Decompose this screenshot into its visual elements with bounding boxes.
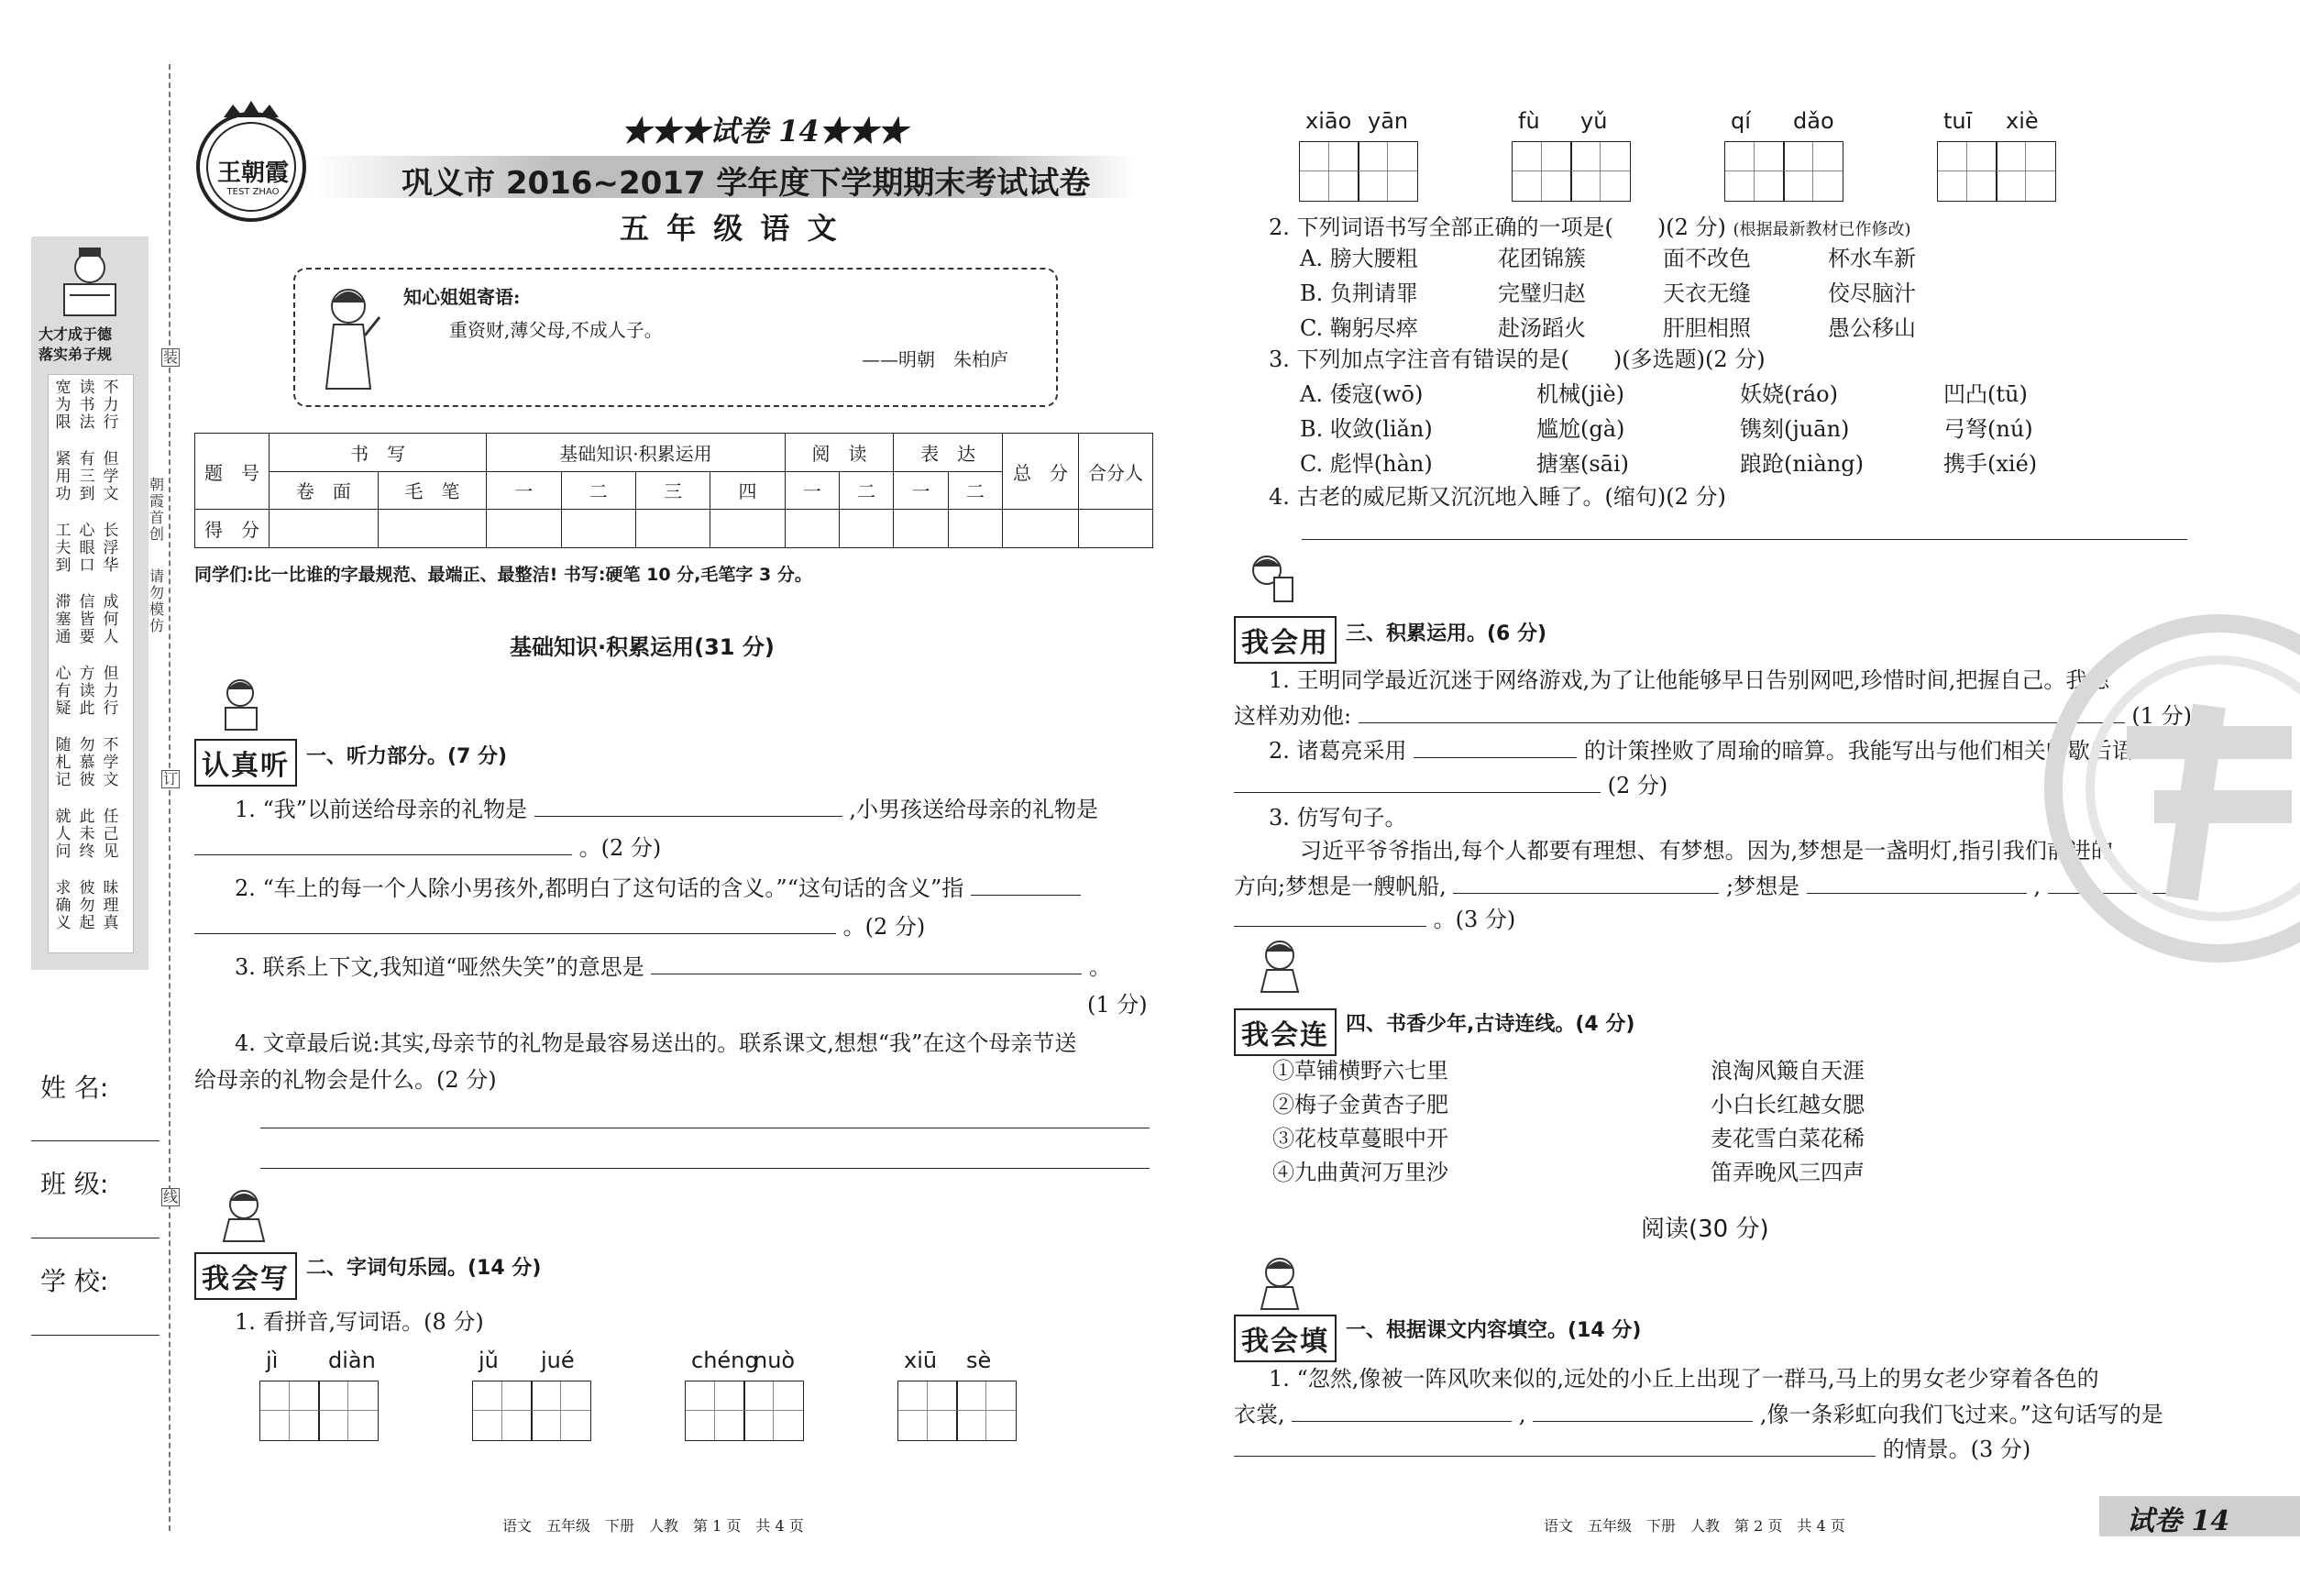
option-item: 杯水车新 <box>1828 246 1916 271</box>
quote-author: ——明朝 朱柏庐 <box>862 348 1008 370</box>
dizigui-phrase: 滞塞通 <box>55 593 72 646</box>
fill-q1: 1. “忽然,像被一阵风吹来似的,远处的小丘上出现了一群马,马上的男女老少穿着各色的 <box>1269 1366 2099 1392</box>
th-checker: 合分人 <box>1079 434 1153 510</box>
score-cell[interactable] <box>378 510 487 548</box>
row1-word-grid <box>260 1381 379 1441</box>
use-q1-text: 这样劝劝他: <box>1234 703 1352 729</box>
dizigui-phrase: 不力行 <box>103 379 119 432</box>
poem-left-line[interactable]: ②梅子金黄杏子肥 <box>1272 1092 1448 1117</box>
row2-pinyin: qí <box>1731 108 1751 134</box>
th-reading: 阅 读 <box>785 434 894 472</box>
use-heading: 三、积累运用。(6 分) <box>1346 622 1547 645</box>
class-label: 班 级: <box>40 1169 109 1199</box>
use-q2-cont <box>1234 768 1667 802</box>
use-q3-line1: 习近平爷爷指出,每个人都要有理想、有梦想。因为,梦想是一盏明灯,指引我们前进的 <box>1300 838 2113 864</box>
motto-line-2: 落实弟子规 <box>39 346 113 363</box>
row2-pinyin: xiāo <box>1305 108 1352 134</box>
score-cell[interactable] <box>948 510 1002 548</box>
tianzi-cell[interactable] <box>1783 141 1843 202</box>
row1-pinyin: chéng <box>691 1348 759 1373</box>
fill-heading: 一、根据课文内容填空。(14 分) <box>1346 1319 1642 1342</box>
tianzi-cell[interactable] <box>472 1381 533 1441</box>
row1-pinyin: jì <box>266 1348 279 1373</box>
name-field[interactable] <box>31 1140 160 1141</box>
connect-heading: 四、书香少年,古诗连线。(4 分) <box>1346 1013 1635 1036</box>
option-item: C. 鞠躬尽瘁 <box>1300 315 1418 341</box>
option-item: A. 膀大腰粗 <box>1300 246 1418 271</box>
side-note-1: 朝霞首创 <box>149 476 164 543</box>
listen-q1-blank-1[interactable] <box>534 792 842 817</box>
tianzi-cell[interactable] <box>1570 141 1631 202</box>
row1-word-grid <box>686 1381 804 1441</box>
option-item: 愚公移山 <box>1828 315 1916 341</box>
option-item: 肝胆相照 <box>1663 315 1751 341</box>
score-cell[interactable] <box>1003 510 1079 548</box>
poem-right-line[interactable]: 麦花雪白菜花稀 <box>1711 1126 1865 1151</box>
use-q1-blank[interactable] <box>1359 699 2125 723</box>
tianzi-cell[interactable] <box>318 1381 379 1441</box>
seal-watermark <box>2017 605 2300 972</box>
listen-q3-blank[interactable] <box>651 950 1082 974</box>
use-q3-score: 。(3 分) <box>1433 907 1516 932</box>
write-q1: 1. 看拼音,写词语。(8 分) <box>235 1309 484 1335</box>
fill-q1-blank-1[interactable] <box>1292 1397 1512 1422</box>
write-q3: 3. 下列加点字注音有错误的是( )(多选题)(2 分) <box>1269 347 1766 372</box>
dizigui-phrase: 随札记 <box>55 736 72 789</box>
score-cell[interactable] <box>635 510 710 548</box>
listen-heading: 一、听力部分。(7 分) <box>306 745 508 768</box>
logo-sub: TEST ZHAO <box>226 187 280 197</box>
write-q4-line[interactable] <box>1302 539 2187 540</box>
fill-badge: 我会填 <box>1234 1315 1337 1362</box>
score-cell[interactable] <box>1079 510 1153 548</box>
row1-pinyin: nuò <box>754 1348 796 1373</box>
binding-line <box>169 64 171 1531</box>
write-q2-note: (根据最新教材已作修改) <box>1733 220 1911 239</box>
tianzi-cell[interactable] <box>685 1381 745 1441</box>
dizigui-phrase: 就人问 <box>55 808 72 861</box>
dizigui-phrase: 心眼口 <box>79 522 95 575</box>
listen-q3 <box>235 950 1111 984</box>
use-badge: 我会用 <box>1234 616 1337 664</box>
dizigui-phrase: 但学文 <box>103 450 119 503</box>
option-item: 镌刻(juān) <box>1740 416 1850 442</box>
dizigui-phrase: 求确义 <box>55 879 72 932</box>
row2-pinyin: tuī <box>1943 108 1973 134</box>
use-q3-blank-1[interactable] <box>1453 869 1719 894</box>
poem-right-line[interactable]: 小白长红越女腮 <box>1711 1092 1865 1117</box>
footer-right: 语文 五年级 下册 人教 第 2 页 共 4 页 <box>1544 1517 1845 1535</box>
tianzi-cell[interactable] <box>897 1381 958 1441</box>
poem-left-line[interactable]: ③花枝草蔓眼中开 <box>1272 1126 1448 1151</box>
girl-waving-icon <box>312 281 385 395</box>
option-item: 妖娆(ráo) <box>1740 381 1838 407</box>
fill-q1-score: 的情景。(3 分) <box>1882 1436 2031 1462</box>
dizigui-phrase: 昧理真 <box>103 879 119 932</box>
option-item: 天衣无缝 <box>1663 281 1751 306</box>
write-q2-text: 2. 下列词语书写全部正确的一项是( )(2 分) <box>1269 215 1726 240</box>
listen-q3-end: 。 <box>1088 954 1111 980</box>
poem-left-line[interactable]: ①草铺横野六七里 <box>1272 1058 1448 1084</box>
option-item: C. 彪悍(hàn) <box>1300 451 1433 477</box>
fill-q1-blank-3[interactable] <box>1234 1432 1876 1457</box>
listen-q2-blank-2[interactable] <box>194 909 836 934</box>
dizigui-phrase: 勿慕彼 <box>79 736 95 789</box>
option-item: 赴汤蹈火 <box>1498 315 1586 341</box>
instruction: 同学们:比一比谁的字最规范、最端正、最整洁! 书写:硬笔 10 分,毛笔字 3 分。 <box>194 565 812 585</box>
option-item: 携手(xié) <box>1943 451 2038 477</box>
use-q1-score: (1 分) <box>2131 703 2192 729</box>
score-cell[interactable] <box>561 510 635 548</box>
dizigui-phrase: 心有疑 <box>55 665 72 718</box>
corner-label: 试卷 14 <box>2127 1505 2230 1537</box>
fill-q1-text-2: ,像一条彩虹向我们飞过来。”这句话写的是 <box>1759 1402 2163 1427</box>
th-sub: 三 <box>635 471 710 510</box>
score-cell[interactable] <box>894 510 948 548</box>
listen-q4-cont: 给母亲的礼物会是什么。(2 分) <box>194 1067 497 1093</box>
fold-mark-3: 线 <box>162 1188 178 1205</box>
listen-q3-score: (1 分) <box>1087 992 1148 1018</box>
write-heading: 二、字词句乐园。(14 分) <box>306 1257 542 1280</box>
reading-kid-icon <box>1239 550 1298 609</box>
tianzi-cell[interactable] <box>1996 141 2056 202</box>
use-q2 <box>1269 733 2141 767</box>
listen-q1 <box>235 792 1098 826</box>
th-writing: 书 写 <box>270 434 487 472</box>
use-q1: 1. 王明同学最近沉迷于网络游戏,为了让他能够早日告别网吧,珍惜时间,把握自己。我想 <box>1269 667 2110 693</box>
use-q3-text-2: ;梦想是 <box>1726 874 1800 899</box>
quote-text: 重资财,薄父母,不成人子。 <box>449 319 663 341</box>
dizigui-phrase: 彼勿起 <box>79 879 95 932</box>
tianzi-cell[interactable] <box>1358 141 1418 202</box>
section-basic: 基础知识·积累运用(31 分) <box>510 634 775 660</box>
option-item: 凹凸(tū) <box>1943 381 2028 407</box>
student-reading-icon <box>57 240 123 323</box>
option-item: 搪塞(sāi) <box>1536 451 1630 477</box>
th-sub: 二 <box>561 471 635 510</box>
paper-number: ★★★试卷 14★★★ <box>622 114 908 149</box>
th-total: 总 分 <box>1003 434 1079 510</box>
option-item: 机械(jiè) <box>1536 381 1625 407</box>
poem-right-line[interactable]: 浪淘风簸自天涯 <box>1711 1058 1865 1084</box>
fill-q1-line3 <box>1234 1432 2030 1466</box>
score-cell[interactable] <box>270 510 379 548</box>
use-q2-score: (2 分) <box>1607 773 1668 798</box>
listen-q3-text: 3. 联系上下文,我知道“哑然失笑”的意思是 <box>235 954 644 980</box>
fill-q1-comma: , <box>1518 1402 1526 1427</box>
dizigui-phrase: 方读此 <box>79 665 95 718</box>
connect-badge: 我会连 <box>1234 1008 1337 1056</box>
dizigui-phrase: 有三到 <box>79 450 95 503</box>
fill-q1-blank-2[interactable] <box>1533 1397 1753 1422</box>
listen-q4-line-2[interactable] <box>260 1168 1150 1169</box>
dizigui-phrase: 此未终 <box>79 808 95 861</box>
row2-pinyin: yǔ <box>1580 108 1608 134</box>
listen-q2-blank-1[interactable] <box>971 871 1081 896</box>
tianzi-cell[interactable] <box>1512 141 1572 202</box>
poem-right-line[interactable]: 笛弄晚风三四声 <box>1711 1160 1865 1185</box>
dizigui-phrase: 成何人 <box>103 593 119 646</box>
tianzi-cell[interactable] <box>1299 141 1359 202</box>
th-sub: 四 <box>710 471 785 510</box>
option-item: 弓弩(nú) <box>1943 416 2033 442</box>
use-q3: 3. 仿写句子。 <box>1269 805 1407 831</box>
option-item: 完璧归赵 <box>1498 281 1586 306</box>
poem-left-line[interactable]: ④九曲黄河万里沙 <box>1272 1160 1448 1185</box>
dizigui-phrase: 紧用功 <box>55 450 72 503</box>
thinking-kid-icon <box>1252 935 1311 994</box>
pointing-kid-icon <box>1252 1252 1311 1311</box>
use-q2-text: 2. 诸葛亮采用 <box>1269 738 1407 764</box>
score-cell[interactable] <box>710 510 785 548</box>
school-label: 学 校: <box>40 1266 109 1296</box>
th-basic: 基础知识·积累运用 <box>487 434 785 472</box>
use-q2-blank-1[interactable] <box>1414 733 1577 758</box>
row1-pinyin: xiū <box>904 1348 938 1373</box>
name-label: 姓 名: <box>40 1073 109 1103</box>
row2-pinyin: yān <box>1368 108 1409 134</box>
th-sub: 二 <box>948 471 1002 510</box>
tianzi-cell[interactable] <box>531 1381 591 1441</box>
option-item: B. 收敛(liǎn) <box>1300 416 1433 442</box>
th-score: 得 分 <box>195 510 270 548</box>
row2-word-grid <box>1513 141 1631 202</box>
side-note-2: 请勿模仿 <box>149 567 164 634</box>
writing-kid-icon <box>216 1184 275 1243</box>
motto-line-1: 大才成于德 <box>39 325 113 343</box>
th-sub: 卷 面 <box>270 471 379 510</box>
fill-q1-text: 衣裳, <box>1234 1402 1285 1427</box>
tianzi-cell[interactable] <box>1937 141 1997 202</box>
dizigui-phrase: 任己见 <box>103 808 119 861</box>
use-q2-blank-2[interactable] <box>1234 768 1601 793</box>
dizigui-phrase: 工夫到 <box>55 522 72 575</box>
row1-pinyin: diàn <box>328 1348 376 1373</box>
listen-q1-text: 1. “我”以前送给母亲的礼物是 <box>235 797 528 822</box>
row2-word-grid <box>1725 141 1843 202</box>
listen-badge: 认真听 <box>194 739 297 787</box>
option-item: B. 负荆请罪 <box>1300 281 1418 306</box>
fold-mark-1: 装 <box>162 348 178 366</box>
row2-word-grid <box>1938 141 2056 202</box>
use-q3-blank-2[interactable] <box>1807 869 2027 894</box>
exam-subtitle: 五 年 级 语 文 <box>620 211 841 246</box>
option-item: A. 倭寇(wō) <box>1300 381 1424 407</box>
row2-pinyin: xiè <box>2006 108 2039 134</box>
score-cell[interactable] <box>487 510 561 548</box>
listening-kid-icon <box>213 675 271 733</box>
row1-pinyin: jué <box>541 1348 575 1373</box>
row2-pinyin: fù <box>1518 108 1540 134</box>
listen-q1-text-2: ,小男孩送给母亲的礼物是 <box>849 797 1098 822</box>
row1-pinyin: jǔ <box>479 1348 499 1373</box>
th-sub: 毛 笔 <box>378 471 487 510</box>
th-expression: 表 达 <box>894 434 1003 472</box>
row2-word-grid <box>1300 141 1418 202</box>
listen-q2-text: 2. “车上的每一个人除小男孩外,都明白了这句话的含义。”“这句话的含义”指 <box>235 875 964 901</box>
listen-q1-score: 。(2 分) <box>578 835 662 861</box>
th-sub: 二 <box>840 471 894 510</box>
score-table <box>194 433 1153 548</box>
score-cell[interactable] <box>785 510 839 548</box>
use-q3-blank-4[interactable] <box>1234 902 1426 927</box>
tianzi-cell[interactable] <box>1724 141 1785 202</box>
score-cell[interactable] <box>840 510 894 548</box>
dizigui-phrase: 读书法 <box>79 379 95 432</box>
section-reading: 阅读(30 分) <box>1641 1216 1769 1243</box>
tianzi-cell[interactable] <box>743 1381 804 1441</box>
use-q3-line3 <box>1234 902 1515 936</box>
row2-pinyin: dǎo <box>1793 108 1834 134</box>
option-item: 尴尬(gà) <box>1536 416 1625 442</box>
dizigui-phrase: 但力行 <box>103 665 119 718</box>
tianzi-cell[interactable] <box>956 1381 1017 1441</box>
write-q4: 4. 古老的威尼斯又沉沉地入睡了。(缩句)(2 分) <box>1269 484 1726 510</box>
tianzi-cell[interactable] <box>259 1381 320 1441</box>
th-sub: 一 <box>785 471 839 510</box>
listen-q2-cont <box>194 909 925 943</box>
quote-heading: 知心姐姐寄语: <box>403 286 521 308</box>
dizigui-phrase: 宽为限 <box>55 379 72 432</box>
use-q3-text: 方向;梦想是一艘帆船, <box>1234 874 1447 899</box>
th-item: 题 号 <box>195 434 270 510</box>
option-item: 花团锦簇 <box>1498 246 1586 271</box>
option-item: 面不改色 <box>1663 246 1751 271</box>
listen-q4: 4. 文章最后说:其实,母亲节的礼物是最容易送出的。联系课文,想想“我”在这个母亲节送 <box>235 1030 1077 1056</box>
school-field[interactable] <box>31 1335 160 1336</box>
use-q3-comma: , <box>2033 874 2041 899</box>
fill-q1-cont <box>1234 1397 2163 1431</box>
listen-q1-cont <box>194 831 661 864</box>
option-item: 踉跄(niàng) <box>1740 451 1864 477</box>
row1-pinyin: sè <box>966 1348 992 1373</box>
footer-left: 语文 五年级 下册 人教 第 1 页 共 4 页 <box>502 1517 804 1535</box>
dizigui-phrase: 长浮华 <box>103 522 119 575</box>
row1-word-grid <box>473 1381 591 1441</box>
row1-word-grid <box>898 1381 1017 1441</box>
fold-mark-2: 订 <box>162 770 178 787</box>
dizigui-phrase: 不学文 <box>103 736 119 789</box>
write-badge: 我会写 <box>194 1252 297 1300</box>
option-item: 佼尽脑汁 <box>1828 281 1916 306</box>
listen-q1-blank-2[interactable] <box>194 831 572 855</box>
logo-text: 王朝霞 <box>216 160 289 187</box>
listen-q2 <box>235 871 1081 905</box>
th-sub: 一 <box>894 471 948 510</box>
th-sub: 一 <box>487 471 561 510</box>
exam-title: 巩义市 2016~2017 学年度下学期期末考试试卷 <box>402 165 1091 202</box>
listen-q2-score: 。(2 分) <box>842 914 926 940</box>
use-q2-text-2: 的计策挫败了周瑜的暗算。我能写出与他们相关的歇后语: <box>1583 738 2141 764</box>
dizigui-phrase: 信皆要 <box>79 593 95 646</box>
